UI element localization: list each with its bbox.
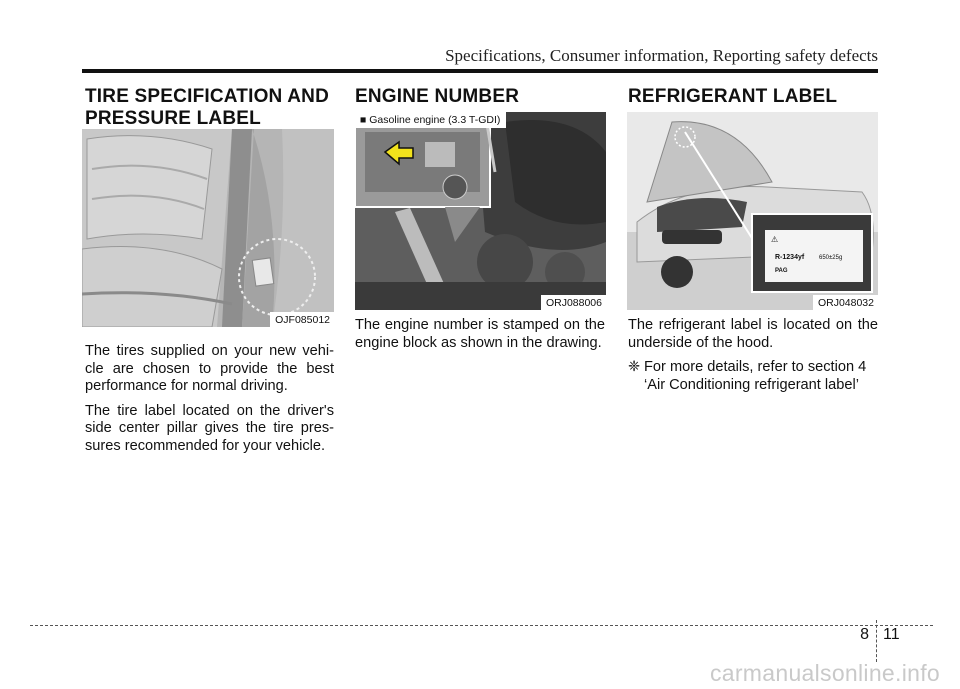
car-hood-illustration — [627, 112, 878, 310]
footer-divider — [876, 620, 877, 662]
note-symbol: ❈ — [628, 359, 641, 376]
watermark: carmanualsonline.info — [709, 660, 940, 686]
footer-rule — [30, 625, 933, 626]
engine-photo — [355, 112, 606, 310]
image-code: ORJ088006 — [541, 295, 606, 310]
note — [628, 359, 878, 394]
image-note: ■ Gasoline engine (3.3 T-GDI) — [355, 112, 506, 128]
label-refrigerant-amount: 650±25g — [819, 255, 843, 261]
section-title-tire — [85, 86, 329, 130]
door-pillar-illustration — [82, 129, 334, 327]
tire-body-text — [85, 343, 334, 463]
header-rule — [82, 69, 878, 73]
refrigerant-warning-icon: ⚠ — [771, 235, 779, 244]
refrigerant-body-text — [628, 317, 878, 394]
image-code: ORJ048032 — [813, 295, 878, 310]
label-oil-type: PAG — [775, 268, 788, 274]
section-title-engine: ENGINE NUMBER — [355, 86, 520, 107]
paragraph: The tire label located on the driver's side center pillar gives the tire pres-sures recommended for your vehicle. — [85, 402, 334, 454]
paragraph: The tires supplied on your new vehi-cle are chosen to provide the best performance for normal driving. — [85, 343, 334, 395]
refrigerant-photo — [627, 112, 878, 310]
note-text: For more details, refer to section 4 ‘Air Conditioning refrigerant label’ — [644, 359, 867, 393]
page-number: 11 — [883, 626, 900, 643]
section-title-tire-line1: TIRE SPECIFICATION AND — [85, 86, 330, 107]
engine-body-text — [355, 317, 605, 359]
section-title-tire-line2: PRESSURE LABEL — [85, 108, 261, 129]
paragraph: The refrigerant label is located on the underside of the hood. — [628, 317, 878, 351]
section-title-refrigerant: REFRIGERANT LABEL — [628, 86, 838, 107]
paragraph: The engine number is stamped on the engine block as shown in the drawing. — [355, 317, 605, 351]
chapter-number: 8 — [860, 626, 869, 643]
label-refrigerant-type: R-1234yf — [775, 254, 805, 261]
tire-label-photo — [82, 129, 334, 327]
image-code: OJF085012 — [270, 312, 334, 327]
engine-bay-illustration — [355, 112, 606, 310]
running-header: Specifications, Consumer information, Reporting safety defects — [445, 46, 878, 65]
